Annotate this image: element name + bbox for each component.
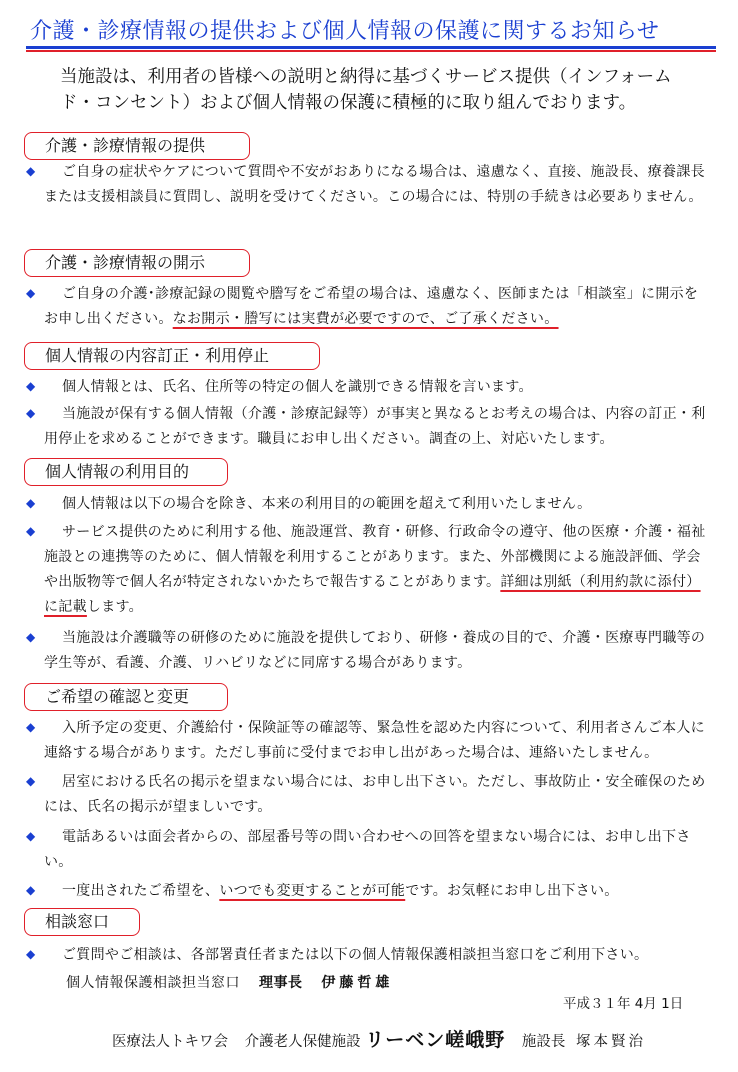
page-title: 介護・診療情報の提供および個人情報の保護に関するお知らせ bbox=[30, 19, 660, 44]
section-heading-disclosure: 介護・診療情報の開示 bbox=[24, 249, 250, 277]
footer-facility-type: 介護老人保健施設 bbox=[244, 1034, 361, 1050]
diamond-bullet-icon: ◆ bbox=[26, 164, 36, 178]
section-item: 居室における氏名の掲示を望まない場合には、お申し出下さい。ただし、事故防止・安全確保のためには、氏名の掲示が望ましいです。 bbox=[44, 774, 706, 815]
diamond-bullet-icon: ◆ bbox=[26, 774, 36, 788]
section-item: 個人情報とは、氏名、住所等の特定の個人を識別できる情報を言います。 bbox=[62, 379, 533, 395]
section-item: 入所予定の変更、介護給付・保険証等の確認等、緊急性を認めた内容について、利用者さんご本人に連絡する場合があります。ただし事前に受付までお申し出があった場合は、連絡いたしません。 bbox=[44, 720, 705, 761]
section-item: ご自身の症状やケアについて質問や不安がおありになる場合は、遠慮なく、直接、施設長、療養課長または支援相談員に質問し、説明を受けてください。この場合には、特別の手続きは必要ありません。 bbox=[44, 164, 705, 205]
diamond-bullet-icon: ◆ bbox=[26, 406, 36, 420]
section-item: 当施設が保有する個人情報（介護・診療記録等）が事実と異なるとお考えの場合は、内容の訂正・利用停止を求めることができます。職員にお申し出ください。調査の上、対応いたします。 bbox=[44, 406, 706, 447]
diamond-bullet-icon: ◆ bbox=[26, 630, 36, 644]
footer-facility-name: リーベン嵯峨野 bbox=[365, 1029, 506, 1051]
section-heading-purpose: 個人情報の利用目的 bbox=[24, 458, 228, 486]
section-heading-contact: 相談窓口 bbox=[24, 908, 140, 936]
section-heading-preferences: ご希望の確認と変更 bbox=[24, 683, 228, 711]
section-item: 当施設は介護職等の研修のために施設を提供しており、研修・養成の目的で、介護・医療専門職等の学生等が、看護、介護、リハビリなどに同席する場合があります。 bbox=[44, 630, 706, 671]
title-underline-blue bbox=[26, 46, 716, 49]
section-item: 電話あるいは面会者からの、部屋番号等の問い合わせへの回答を望まない場合には、お申し出下さい。 bbox=[44, 829, 691, 870]
footer-director-name: 塚本賢治 bbox=[575, 1034, 646, 1050]
diamond-bullet-icon: ◆ bbox=[26, 286, 36, 300]
footer-org: 医療法人トキワ会 bbox=[112, 1034, 228, 1050]
section-item: サービス提供のために利用する他、施設運営、教育・研修、行政命令の遵守、他の医療・介護・福祉施設との連携等のために、個人情報を利用することがあります。また、外部機関による施設評価、学会や出版物等で個人名が特定されないかたちで報告することがあります。詳細は別紙（利用約款に添付）に記載します。 bbox=[44, 524, 706, 615]
issue-date: 平成３１年 4月 1日 bbox=[563, 996, 684, 1012]
contact-label: 個人情報保護相談担当窓口 bbox=[66, 975, 240, 991]
section-heading-provision: 介護・診療情報の提供 bbox=[24, 132, 250, 160]
diamond-bullet-icon: ◆ bbox=[26, 496, 36, 510]
diamond-bullet-icon: ◆ bbox=[26, 379, 36, 393]
diamond-bullet-icon: ◆ bbox=[26, 883, 36, 897]
section-item: 一度出されたご希望を、いつでも変更することが可能です。お気軽にお申し出下さい。 bbox=[62, 883, 619, 899]
title-underline-red bbox=[26, 50, 716, 52]
diamond-bullet-icon: ◆ bbox=[26, 720, 36, 734]
footer-signature bbox=[112, 1025, 646, 1052]
contact-role: 理事長 bbox=[258, 975, 303, 991]
section-item: ご質問やご相談は、各部署責任者または以下の個人情報保護相談担当窓口をご利用下さい。 bbox=[62, 947, 649, 963]
intro-text: 当施設は、利用者の皆様への説明と納得に基づくサービス提供（インフォームド・コンセント）および個人情報の保護に積極的に取り組んでおります。 bbox=[60, 67, 672, 113]
contact-window bbox=[66, 972, 393, 992]
diamond-bullet-icon: ◆ bbox=[26, 829, 36, 843]
section-item: ご自身の介護･診療記録の閲覧や謄写をご希望の場合は、遠慮なく、医師または「相談室」に開示をお申し出ください。なお開示・謄写には実費が必要ですので、ご了承ください。 bbox=[44, 286, 699, 327]
diamond-bullet-icon: ◆ bbox=[26, 947, 36, 961]
section-heading-correction: 個人情報の内容訂正・利用停止 bbox=[24, 342, 320, 370]
diamond-bullet-icon: ◆ bbox=[26, 524, 36, 538]
contact-name: 伊藤哲雄 bbox=[321, 975, 394, 991]
footer-director-title: 施設長 bbox=[521, 1034, 566, 1050]
section-item: 個人情報は以下の場合を除き、本来の利用目的の範囲を超えて利用いたしません。 bbox=[62, 496, 592, 512]
